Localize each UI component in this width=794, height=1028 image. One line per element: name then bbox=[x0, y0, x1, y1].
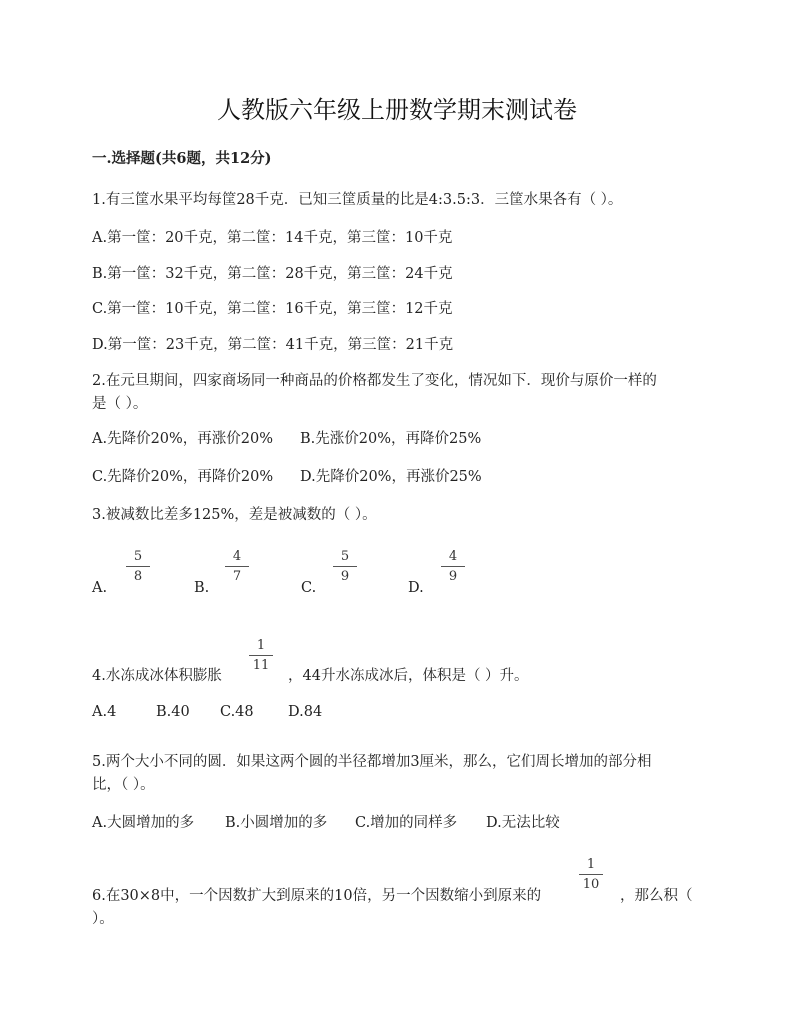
fraction-denominator: 9 bbox=[340, 569, 350, 584]
question-6-stem-line2: ）。 bbox=[92, 911, 114, 927]
section-heading: 一.选择题(共6题，共12分) bbox=[92, 150, 272, 167]
question-5-option-a: A.大圆增加的多 bbox=[92, 815, 195, 831]
page-title: 人教版六年级上册数学期末测试卷 bbox=[217, 96, 577, 124]
fraction-bar bbox=[579, 874, 603, 875]
question-2-stem-line2: 是（ ）。 bbox=[92, 396, 148, 412]
fraction-numerator: 5 bbox=[340, 549, 350, 564]
question-5-option-d: D.无法比较 bbox=[486, 815, 560, 831]
question-6-stem-after: ，那么积（ bbox=[620, 888, 693, 904]
fraction-numerator: 4 bbox=[448, 549, 458, 564]
fraction-denominator: 11 bbox=[252, 658, 270, 673]
fraction-bar bbox=[333, 566, 357, 567]
question-2-stem-line1: 2.在元旦期间，四家商场同一种商品的价格都发生了变化，情况如下．现价与原价一样的 bbox=[92, 373, 657, 389]
question-5-stem-line1: 5.两个大小不同的圆．如果这两个圆的半径都增加3厘米，那么，它们周长增加的部分相 bbox=[92, 754, 652, 770]
question-3-option-a-fraction bbox=[123, 549, 153, 584]
fraction-denominator: 8 bbox=[133, 569, 143, 584]
question-1-option-d: D.第一筐：23千克，第二筐：41千克，第三筐：21千克 bbox=[92, 337, 454, 353]
question-3-option-b-label: B. bbox=[194, 580, 210, 596]
fraction-denominator: 9 bbox=[448, 569, 458, 584]
fraction-numerator: 4 bbox=[232, 549, 242, 564]
question-3-option-c-label: C. bbox=[301, 580, 317, 596]
question-4-option-b: B.40 bbox=[156, 704, 190, 720]
question-4-stem-before: 4.水冻成冰体积膨胀 bbox=[92, 668, 222, 684]
question-5-option-b: B.小圆增加的多 bbox=[225, 815, 328, 831]
question-1-option-c: C.第一筐：10千克，第二筐：16千克，第三筐：12千克 bbox=[92, 301, 453, 317]
question-2-option-c: C.先降价20%，再降价20% bbox=[92, 469, 274, 485]
question-3-option-d-fraction bbox=[438, 549, 468, 584]
question-5-stem-line2: 比，（ ）。 bbox=[92, 777, 155, 793]
question-4-option-a: A.4 bbox=[92, 704, 117, 720]
question-3-option-c-fraction bbox=[330, 549, 360, 584]
question-1-stem: 1.有三筐水果平均每筐28千克．已知三筐质量的比是4:3.5:3．三筐水果各有（ ）。 bbox=[92, 192, 623, 208]
fraction-denominator: 10 bbox=[582, 877, 600, 892]
question-5-option-c: C.增加的同样多 bbox=[355, 815, 458, 831]
question-4-stem-after: ，44升水冻成冰后，体积是（ ）升。 bbox=[288, 668, 529, 684]
question-6-fraction bbox=[576, 857, 606, 892]
fraction-bar bbox=[126, 566, 150, 567]
question-1-option-b: B.第一筐：32千克，第二筐：28千克，第三筐：24千克 bbox=[92, 266, 453, 282]
fraction-bar bbox=[249, 655, 273, 656]
question-6-stem-before: 6.在30×8中，一个因数扩大到原来的10倍，另一个因数缩小到原来的 bbox=[92, 888, 542, 904]
question-3-option-d-label: D. bbox=[408, 580, 424, 596]
fraction-numerator: 1 bbox=[256, 638, 266, 653]
question-4-option-d: D.84 bbox=[288, 704, 323, 720]
fraction-numerator: 5 bbox=[133, 549, 143, 564]
fraction-denominator: 7 bbox=[232, 569, 242, 584]
question-3-option-a-label: A. bbox=[92, 580, 108, 596]
question-3-option-b-fraction bbox=[222, 549, 252, 584]
fraction-bar bbox=[225, 566, 249, 567]
question-3-stem: 3.被减数比差多125%，差是被减数的（ ）。 bbox=[92, 507, 377, 523]
fraction-bar bbox=[441, 566, 465, 567]
question-4-fraction bbox=[246, 638, 276, 673]
question-2-option-d: D.先降价20%，再涨价25% bbox=[300, 469, 482, 485]
question-4-option-c: C.48 bbox=[220, 704, 254, 720]
question-2-option-b: B.先涨价20%，再降价25% bbox=[300, 431, 482, 447]
fraction-numerator: 1 bbox=[586, 857, 596, 872]
question-1-option-a: A.第一筐：20千克，第二筐：14千克，第三筐：10千克 bbox=[92, 230, 453, 246]
question-2-option-a: A.先降价20%，再涨价20% bbox=[92, 431, 274, 447]
